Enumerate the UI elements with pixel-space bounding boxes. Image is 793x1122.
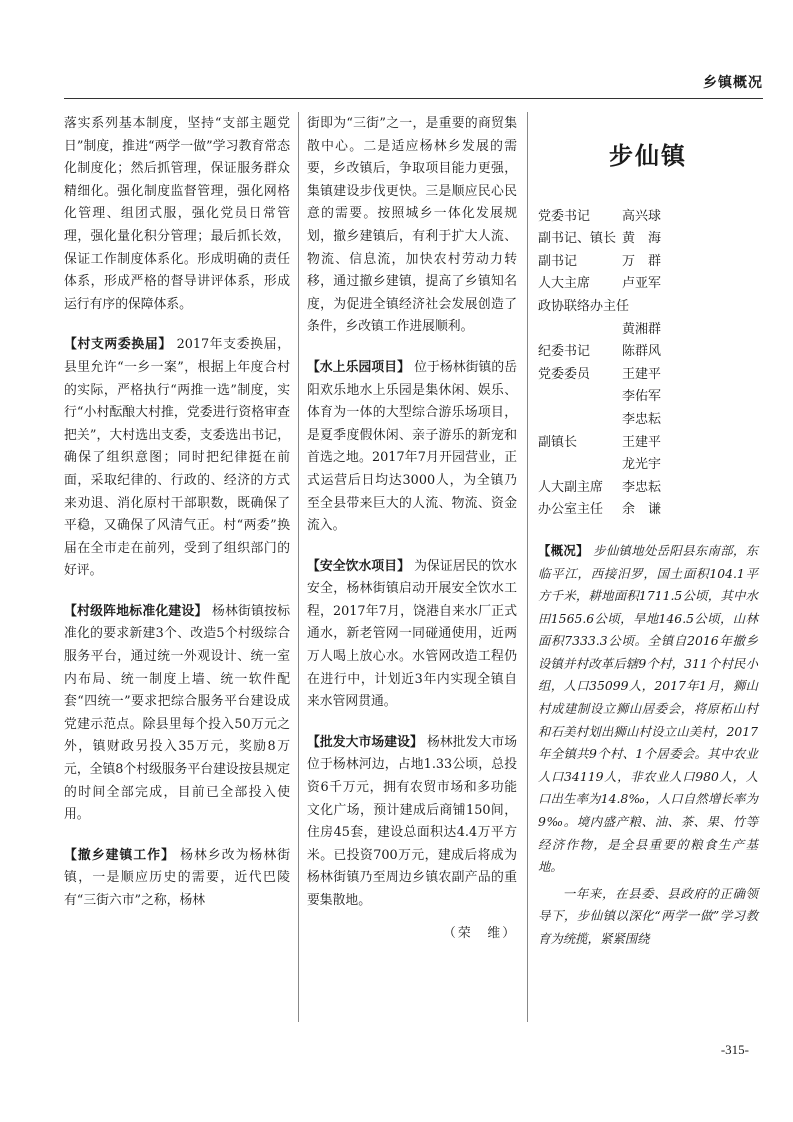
paragraph — [307, 357, 517, 538]
leader-row — [538, 319, 758, 342]
leader-name: 龙光宇 — [622, 457, 662, 473]
leader-name: 高兴球 — [622, 208, 662, 224]
section-keyword: 【安全饮水项目】 — [307, 558, 410, 574]
leader-role: 纪委书记 — [538, 344, 591, 360]
leader-name: 黄湘群 — [622, 321, 662, 337]
leader-role: 办公室主任 — [538, 502, 604, 518]
leader-role: 党委委员 — [538, 366, 591, 382]
column-divider — [527, 112, 528, 1022]
author-signature: （荣 维） — [443, 925, 517, 941]
leader-row — [538, 499, 758, 522]
leader-name: 李佑军 — [622, 389, 662, 405]
leader-row — [538, 432, 758, 455]
leader-name: 余 谦 — [622, 502, 662, 518]
leader-name: 万 群 — [622, 253, 662, 269]
leader-name: 李忠耘 — [622, 479, 662, 495]
paragraph-text: 为保证居民的饮水安全，杨林街镇启动开展安全饮水工程，2017年7月，饶港自来水厂正式通水，新老管网一同碰通使用，近两万人喝上放心水。水管网改造工程仍在进行中，计划近3年内实现全镇自来水管网贯通。 — [307, 558, 518, 710]
leader-name: 陈群风 — [622, 344, 662, 360]
section-title: 乡镇概况 — [703, 75, 763, 91]
column-2 — [307, 113, 517, 945]
leader-row — [538, 273, 758, 296]
section-keyword: 【概况】 — [538, 542, 589, 558]
leader-row — [538, 228, 758, 251]
leader-role: 政协联络办主任 — [538, 298, 630, 314]
leadership-list — [538, 206, 758, 522]
leader-row — [538, 341, 758, 364]
leader-role: 党委书记 — [538, 208, 591, 224]
paragraph — [64, 601, 290, 827]
leader-row — [538, 296, 758, 319]
paragraph-text: 2017年支委换届，县里允许“一乡一案”，根据上年度合村的实际，严格执行“两推一选”制度，实行“小村酝酿大村推，党委进行资格审查把关”，大村选出支委，支委选出书记，确保了组织意图；同时把纪律挺在前面，采取纪律的、行政的、经济的方式来劝退、消化原村干部职数，既确保了平稳，又确保了风清气正。村“两委”换届在全市走在前列，受到了组织部门的好评。 — [64, 337, 290, 579]
paragraph — [538, 540, 758, 879]
town-title: 步仙镇 — [609, 142, 687, 170]
paragraph — [307, 556, 517, 714]
leader-row — [538, 364, 758, 387]
leader-name: 王建平 — [622, 434, 662, 450]
column-divider — [298, 112, 299, 1022]
leader-row — [538, 454, 758, 477]
leader-name: 黄 海 — [622, 231, 662, 247]
leader-role: 副镇长 — [538, 434, 578, 450]
leader-role: 副书记 — [538, 253, 578, 269]
leader-row — [538, 206, 758, 229]
column-3 — [538, 113, 758, 969]
paragraph — [64, 845, 290, 913]
leader-row — [538, 386, 758, 409]
leader-row — [538, 409, 758, 432]
section-keyword: 【撤乡建镇工作】 — [64, 847, 175, 863]
column-1 — [64, 113, 290, 931]
section-keyword: 【村级阵地标准化建设】 — [64, 603, 208, 619]
section-keyword: 【村支两委换届】 — [64, 337, 172, 353]
paragraph-text: 位于杨林街镇的岳阳欢乐地水上乐园是集休闲、娱乐、体育为一体的大型综合游乐场项目，是夏季度假休闲、亲子游乐的新宠和首选之地。2017年7月开园营业，正式运营后日均达3000人，为全镇乃至全县带来巨大的人流、物流、资金流入。 — [307, 359, 518, 534]
paragraph — [307, 732, 517, 913]
paragraph — [64, 334, 290, 583]
paragraph-text: 杨林乡改为杨林街镇，一是顺应历史的需要，近代巴陵有“三街六市”之称，杨林 — [64, 847, 291, 908]
leader-role: 副书记、镇长 — [538, 231, 617, 247]
leader-row — [538, 477, 758, 500]
paragraph-text: 杨林批发大市场位于杨林河边，占地1.33公顷，总投资6千万元，拥有农贸市场和多功能文化广场，预计建成后商铺150间，住房45套，建设总面积达4.4万平方米。已投资700万元，建成后将成为杨林街镇乃至周边乡镇农副产品的重要集散地。 — [307, 734, 518, 908]
leader-role: 人大副主席 — [538, 479, 604, 495]
leader-row — [538, 251, 758, 274]
header-rule — [64, 98, 763, 99]
paragraph: 街即为“三街”之一，是重要的商贸集散中心。二是适应杨林乡发展的需要，乡改镇后，争取项目能力更强，集镇建设步伐更快。三是顺应民心民意的需要。按照城乡一体化发展规划，撤乡建镇后，有利于扩大人流、物流、信息流，加快农村劳动力转移，通过撤乡建镇，提高了乡镇知名度，为促进全镇经济社会发展创造了条件，乡改镇工作进展顺利。 — [307, 116, 517, 335]
paragraph: 落实系列基本制度，坚持“支部主题党日”制度，推进“两学一做”学习教育常态化制度化；然后抓管理，保证服务群众精细化。强化制度监督管理，强化网格化管理、组团式服，强化党员日常管理，强化量化积分管理；最后抓长效，保证工作制度体系化。形成明确的责任体系，形成严格的督导讲评体系，形成运行有序的保障体系。 — [64, 116, 290, 312]
leader-name: 卢亚军 — [622, 276, 662, 292]
section-keyword: 【批发大市场建设】 — [307, 734, 423, 750]
paragraph-text: 杨林街镇按标准化的要求新建3个、改造5个村级综合服务平台，通过统一外观设计、统一室内布局、统一制度上墙、统一软件配套“四统一”要求把综合服务平台建设成党建示范点。除县里每个投入50万元之外，镇财政另投入35万元，奖励8万元，全镇8个村级服务平台建设按县规定的时间全部完成，目前已全部投入使用。 — [64, 603, 291, 823]
page-number: -315- — [720, 1042, 749, 1057]
section-keyword: 【水上乐园项目】 — [307, 359, 410, 375]
leader-role: 人大主席 — [538, 276, 591, 292]
leader-name: 李忠耘 — [622, 411, 662, 427]
leader-name: 王建平 — [622, 366, 662, 382]
paragraph-text: 步仙镇地处岳阳县东南部，东临平江，西接汨罗，国土面积104.1平方千米，耕地面积1711.5公顷，其中水田1565.6公顷，旱地146.5公顷，山林面积7333.3公顷。全镇自2016年撤乡设镇并村改革后辖9个村，311个村民小组，人口35099人，2017年1月，狮山村成建制设立狮山居委会，将原柘山村和石美村划出狮山村设立山美村，2017年全镇共9个村、1个居委会。其中农业人口34119人，非农业人口980人，人口出生率为14.8‰，人口自然增长率为9‰。境内盛产粮、油、茶、果、竹等经济作物，是全县重要的粮食生产基地。 — [538, 542, 759, 875]
paragraph: 一年来，在县委、县政府的正确领导下，步仙镇以深化“两学一做”学习教育为统揽，紧紧围绕 — [538, 885, 758, 946]
